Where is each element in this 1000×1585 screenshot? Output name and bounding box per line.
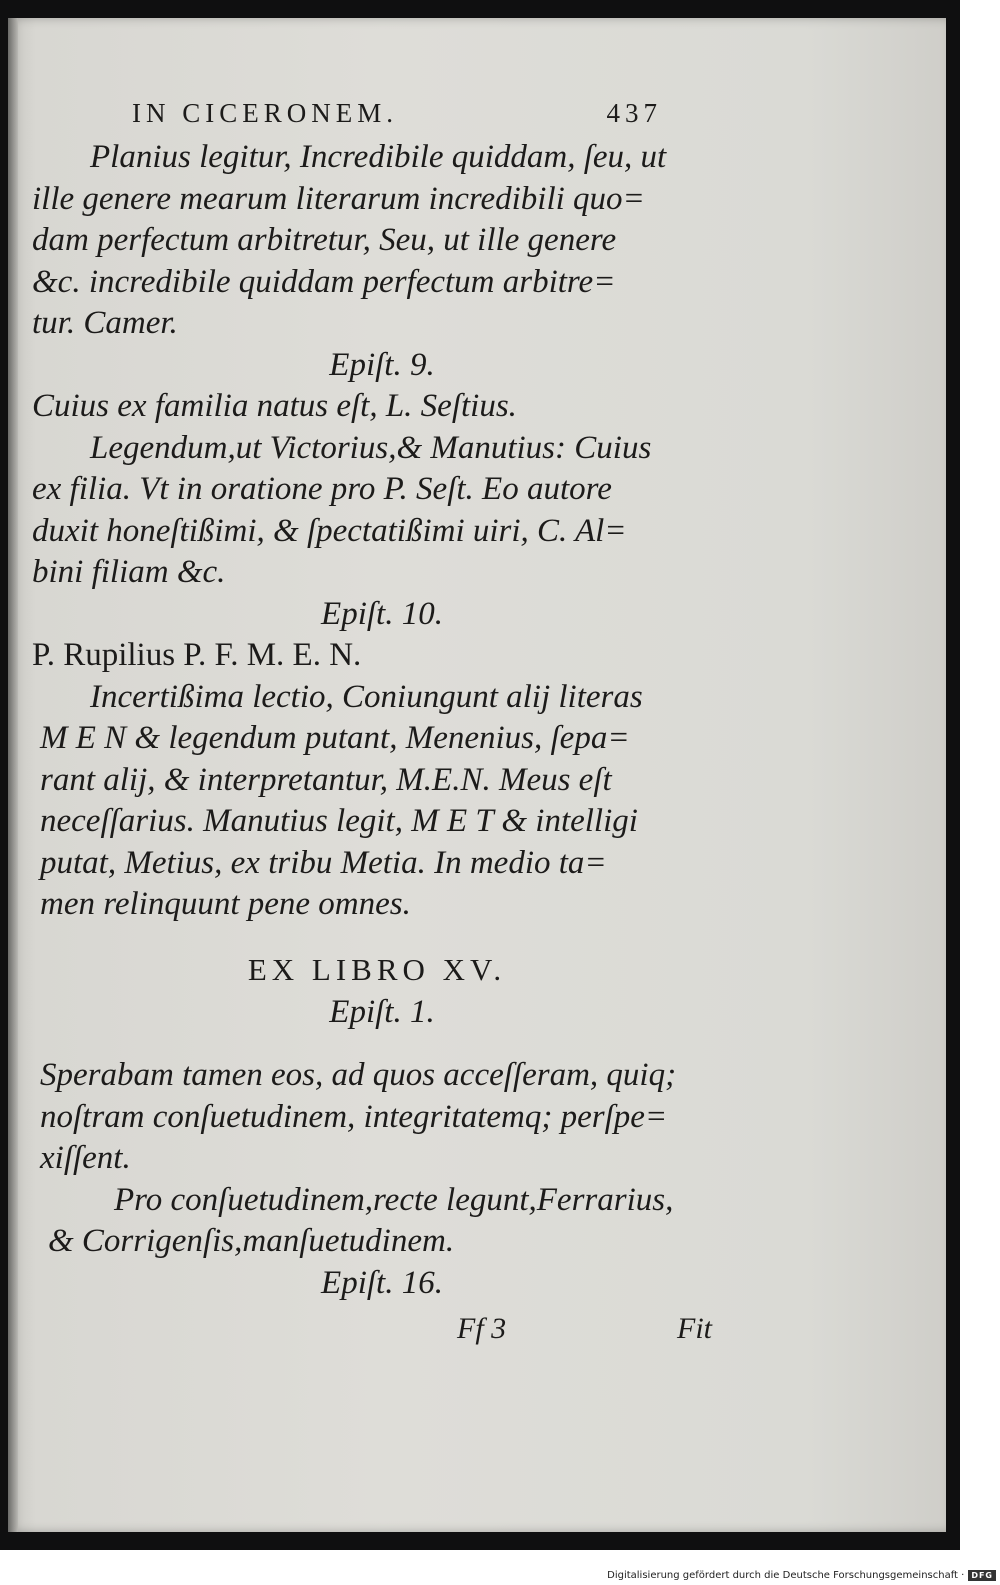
digitization-credit	[607, 1570, 996, 1581]
text-line: P. Rupilius P. F. M. E. N.	[32, 637, 362, 673]
text-line: ex filia. Vt in oratione pro P. Seſt. Eo autore	[32, 471, 612, 507]
text-line: men relinquunt pene omnes.	[40, 886, 411, 922]
text-line: & Corrigenſis,manſuetudinem.	[48, 1223, 455, 1259]
credit-text: Digitalisierung gefördert durch die Deutsche Forschungsgemeinschaft ·	[607, 1570, 965, 1581]
text-line: dam perfectum arbitretur, Seu, ut ille genere	[32, 222, 617, 258]
signature-mark: Ff 3	[457, 1312, 507, 1345]
text-line: rant alij, & interpretantur, M.E.N. Meus eſt	[40, 761, 612, 798]
text-line: bini filiam &c.	[32, 554, 226, 590]
text-line: xiſſent.	[40, 1140, 131, 1176]
text-line: Cuius ex familia natus eſt, L. Seſtius.	[32, 388, 517, 424]
dfg-logo: DFG	[968, 1570, 996, 1581]
text-line: Planius legitur, Incredibile quiddam, ſeu, ut	[90, 139, 667, 175]
text-line: noſtram conſuetudinem, integritatemq; perſpe=	[40, 1098, 668, 1135]
text-line: ille genere mearum literarum incredibili quo=	[32, 180, 645, 217]
page-spine-shadow	[8, 18, 18, 1532]
page-text	[32, 98, 712, 1346]
text-line: tur. Camer.	[32, 305, 178, 341]
epistle-heading: Epiſt. 16.	[321, 1264, 443, 1301]
section-heading: EX LIBRO XV.	[247, 951, 507, 987]
spacer	[32, 1033, 692, 1055]
page-number: 437	[606, 98, 662, 128]
epistle-heading: Epiſt. 10.	[321, 595, 443, 632]
text-line: &c. incredibile quiddam perfectum arbitre=	[32, 263, 616, 300]
text-line: Legendum,ut Victorius,& Manutius: Cuius	[90, 429, 652, 466]
text-line: Sperabam tamen eos, ad quos acceſſeram, quiq;	[40, 1057, 677, 1093]
running-head	[132, 98, 662, 129]
text-line: Incertißima lectio, Coniungunt alij literas	[90, 678, 643, 715]
book-page	[8, 18, 946, 1532]
text-line: Pro conſuetudinem,recte legunt,Ferrarius,	[114, 1181, 674, 1218]
text-line: putat, Metius, ex tribu Metia. In medio ta=	[40, 844, 607, 881]
epistle-heading: Epiſt. 9.	[329, 346, 435, 383]
text-line: M E N & legendum putant, Menenius, ſepa=	[40, 720, 630, 756]
catchword: Fit	[677, 1312, 712, 1345]
text-line: neceſſarius. Manutius legit, M E T & intelligi	[40, 803, 638, 839]
epistle-heading: Epiſt. 1.	[329, 993, 435, 1030]
running-head-title: IN CICERONEM.	[132, 98, 398, 128]
text-line: duxit honeſtißimi, & ſpectatißimi uiri, C. Al=	[32, 512, 627, 549]
page-footer	[457, 1312, 712, 1346]
